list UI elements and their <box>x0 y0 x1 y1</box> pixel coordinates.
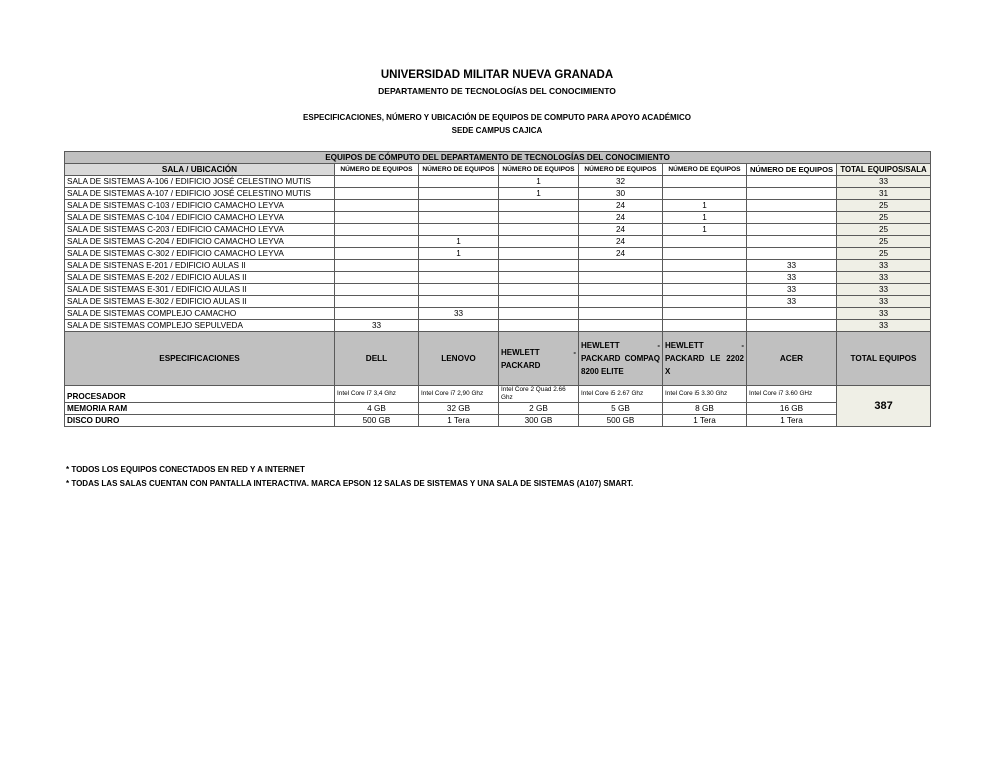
sala-cell: SALA DE SISTEMAS E-301 / EDIFICIO AULAS II <box>65 284 335 296</box>
spec-value: 4 GB <box>335 403 419 415</box>
spec-row <box>65 386 931 403</box>
spec-value: Intel Core I7 3,4 Ghz <box>335 386 419 403</box>
column-header-count: NÚMERO DE EQUIPOS <box>579 164 663 176</box>
count-cell <box>419 320 499 332</box>
spec-value: 8 GB <box>663 403 747 415</box>
column-header-count: NÚMERO DE EQUIPOS <box>419 164 499 176</box>
table-row <box>65 320 931 332</box>
count-cell: 33 <box>335 320 419 332</box>
sala-cell: SALA DE SISTEMAS COMPLEJO CAMACHO <box>65 308 335 320</box>
count-cell <box>499 284 579 296</box>
table-row <box>65 248 931 260</box>
spec-row <box>65 403 931 415</box>
total-equipos-header: TOTAL EQUIPOS <box>837 332 931 386</box>
row-total-cell: 33 <box>837 320 931 332</box>
count-cell <box>747 200 837 212</box>
count-cell <box>499 200 579 212</box>
count-cell: 24 <box>579 248 663 260</box>
count-cell <box>579 296 663 308</box>
table-row <box>65 272 931 284</box>
row-total-cell: 25 <box>837 224 931 236</box>
table-band-title: EQUIPOS DE CÓMPUTO DEL DEPARTAMENTO DE TECNOLOGÍAS DEL CONOCIMIENTO <box>65 152 931 164</box>
row-total-cell: 33 <box>837 260 931 272</box>
count-cell: 1 <box>419 236 499 248</box>
count-cell <box>419 188 499 200</box>
count-cell <box>419 176 499 188</box>
table-row <box>65 284 931 296</box>
row-total-cell: 25 <box>837 236 931 248</box>
count-cell <box>663 308 747 320</box>
count-cell: 1 <box>499 188 579 200</box>
count-cell: 33 <box>747 284 837 296</box>
count-cell <box>499 308 579 320</box>
sala-cell: SALA DE SISTEMAS COMPLEJO SEPULVEDA <box>65 320 335 332</box>
brand-header: HEWLETT - PACKARD LE 2202 X <box>663 332 747 386</box>
count-cell <box>579 260 663 272</box>
count-cell <box>335 248 419 260</box>
spec-value: Intel Core i5 3.30 Ghz <box>663 386 747 403</box>
spec-value: 1 Tera <box>419 415 499 427</box>
count-cell <box>419 272 499 284</box>
sala-cell: SALA DE SISTEMAS C-302 / EDIFICIO CAMACHO LEYVA <box>65 248 335 260</box>
count-cell: 33 <box>747 296 837 308</box>
count-cell <box>419 200 499 212</box>
sala-cell: SALA DE SISTEMAS C-203 / EDIFICIO CAMACHO LEYVA <box>65 224 335 236</box>
count-cell <box>499 224 579 236</box>
spec-value: Intel Core i7 3.60 GHz <box>747 386 837 403</box>
table-row <box>65 308 931 320</box>
count-cell: 30 <box>579 188 663 200</box>
table-row <box>65 176 931 188</box>
count-cell <box>335 308 419 320</box>
spec-value: 1 Tera <box>747 415 837 427</box>
count-cell <box>499 272 579 284</box>
count-cell <box>747 224 837 236</box>
row-total-cell: 33 <box>837 296 931 308</box>
sala-cell: SALA DE SISTENAS E-201 / EDIFICIO AULAS II <box>65 260 335 272</box>
spec-label: PROCESADOR <box>65 386 335 403</box>
count-cell: 32 <box>579 176 663 188</box>
count-cell <box>663 248 747 260</box>
spec-value: 1 Tera <box>663 415 747 427</box>
row-total-cell: 25 <box>837 212 931 224</box>
row-total-cell: 25 <box>837 200 931 212</box>
count-cell <box>747 176 837 188</box>
count-cell <box>499 248 579 260</box>
count-cell <box>747 248 837 260</box>
sala-cell: SALA DE SISTEMAS C-104 / EDIFICIO CAMACHO LEYVA <box>65 212 335 224</box>
sala-cell: SALA DE SISTEMAS E-302 / EDIFICIO AULAS II <box>65 296 335 308</box>
count-cell <box>419 224 499 236</box>
count-cell <box>335 236 419 248</box>
count-cell <box>663 176 747 188</box>
university-title: UNIVERSIDAD MILITAR NUEVA GRANADA <box>380 69 614 81</box>
count-cell: 33 <box>747 272 837 284</box>
campus-title: SEDE CAMPUS CAJICA <box>451 126 543 135</box>
brand-header: ACER <box>747 332 837 386</box>
count-cell <box>335 296 419 308</box>
spec-value: 16 GB <box>747 403 837 415</box>
table-row <box>65 224 931 236</box>
count-cell <box>579 284 663 296</box>
column-header-count: NÚMERO DE EQUIPOS <box>663 164 747 176</box>
count-cell: 1 <box>499 176 579 188</box>
count-cell: 1 <box>419 248 499 260</box>
column-header-total: TOTAL EQUIPOS/SALA <box>837 164 931 176</box>
note-interactive-screens: * TODAS LAS SALAS CUENTAN CON PANTALLA INTERACTIVA. MARCA EPSON 12 SALAS DE SISTEMAS Y UNA SALA DE SISTEMAS (A107) SMART. <box>66 479 634 488</box>
spec-row <box>65 415 931 427</box>
count-cell <box>419 284 499 296</box>
spec-value: 2 GB <box>499 403 579 415</box>
column-header-count: NÚMERO DE EQUIPOS <box>747 164 837 176</box>
row-total-cell: 33 <box>837 272 931 284</box>
count-cell <box>335 284 419 296</box>
brand-header: DELL <box>335 332 419 386</box>
sala-cell: SALA DE SISTEMAS C-204 / EDIFICIO CAMACHO LEYVA <box>65 236 335 248</box>
note-network: * TODOS LOS EQUIPOS CONECTADOS EN RED Y A INTERNET <box>66 465 305 474</box>
table-row <box>65 212 931 224</box>
spec-value: 32 GB <box>419 403 499 415</box>
table-band-row <box>65 152 931 164</box>
count-cell <box>335 212 419 224</box>
count-cell: 33 <box>419 308 499 320</box>
count-cell: 24 <box>579 212 663 224</box>
column-header-row <box>65 164 931 176</box>
count-cell <box>335 188 419 200</box>
count-cell <box>335 200 419 212</box>
count-cell: 33 <box>747 260 837 272</box>
count-cell <box>499 236 579 248</box>
table-row <box>65 188 931 200</box>
count-cell <box>663 236 747 248</box>
count-cell <box>419 296 499 308</box>
count-cell <box>663 188 747 200</box>
count-cell <box>419 260 499 272</box>
column-header-count: NÚMERO DE EQUIPOS <box>335 164 419 176</box>
count-cell <box>663 284 747 296</box>
spec-value: 500 GB <box>335 415 419 427</box>
count-cell <box>499 320 579 332</box>
spec-value: 300 GB <box>499 415 579 427</box>
table-row <box>65 260 931 272</box>
brand-header: HEWLETT - PACKARD COMPAQ 8200 ELITE <box>579 332 663 386</box>
column-header-sala: SALA / UBICACIÓN <box>65 164 335 176</box>
department-title: DEPARTAMENTO DE TECNOLOGÍAS DEL CONOCIMIENTO <box>378 86 616 96</box>
spec-value: Intel Core i5 2.67 Ghz <box>579 386 663 403</box>
count-cell: 1 <box>663 212 747 224</box>
count-cell <box>663 260 747 272</box>
count-cell <box>579 308 663 320</box>
count-cell <box>335 224 419 236</box>
count-cell: 24 <box>579 200 663 212</box>
brand-header: HEWLETT - PACKARD <box>499 332 579 386</box>
table-row <box>65 200 931 212</box>
spec-label: MEMORIA RAM <box>65 403 335 415</box>
count-cell: 24 <box>579 224 663 236</box>
spec-value: Intel Core 2 Quad 2.66 Ghz <box>499 386 579 403</box>
count-cell <box>419 212 499 224</box>
count-cell <box>335 260 419 272</box>
spec-value: 500 GB <box>579 415 663 427</box>
row-total-cell: 33 <box>837 176 931 188</box>
spec-value: Intel Core i7 2,90 Ghz <box>419 386 499 403</box>
count-cell <box>335 176 419 188</box>
grand-total-cell: 387 <box>837 386 931 427</box>
count-cell <box>499 296 579 308</box>
table-row <box>65 236 931 248</box>
count-cell <box>579 320 663 332</box>
count-cell <box>579 272 663 284</box>
count-cell <box>747 188 837 200</box>
row-total-cell: 31 <box>837 188 931 200</box>
count-cell: 1 <box>663 200 747 212</box>
count-cell <box>747 236 837 248</box>
count-cell <box>663 272 747 284</box>
count-cell <box>663 296 747 308</box>
count-cell: 24 <box>579 236 663 248</box>
brand-header: LENOVO <box>419 332 499 386</box>
column-header-count: NÚMERO DE EQUIPOS <box>499 164 579 176</box>
document-subtitle: ESPECIFICACIONES, NÚMERO Y UBICACIÓN DE EQUIPOS DE COMPUTO PARA APOYO ACADÉMICO <box>303 113 691 122</box>
equipment-table <box>64 151 931 427</box>
count-cell <box>335 272 419 284</box>
row-total-cell: 25 <box>837 248 931 260</box>
spec-header-row <box>65 332 931 386</box>
spec-header-label: ESPECIFICACIONES <box>65 332 335 386</box>
count-cell <box>747 212 837 224</box>
count-cell <box>499 212 579 224</box>
sala-cell: SALA DE SISTEMAS C-103 / EDIFICIO CAMACHO LEYVA <box>65 200 335 212</box>
count-cell <box>499 260 579 272</box>
table-row <box>65 296 931 308</box>
row-total-cell: 33 <box>837 308 931 320</box>
spec-label: DISCO DURO <box>65 415 335 427</box>
count-cell <box>747 308 837 320</box>
count-cell: 1 <box>663 224 747 236</box>
sala-cell: SALA DE SISTEMAS A-106 / EDIFICIO JOSÉ CELESTINO MUTIS <box>65 176 335 188</box>
sala-cell: SALA DE SISTEMAS E-202 / EDIFICIO AULAS II <box>65 272 335 284</box>
sala-cell: SALA DE SISTEMAS A-107 / EDIFICIO JOSÉ CELESTINO MUTIS <box>65 188 335 200</box>
spec-value: 5 GB <box>579 403 663 415</box>
count-cell <box>747 320 837 332</box>
count-cell <box>663 320 747 332</box>
row-total-cell: 33 <box>837 284 931 296</box>
